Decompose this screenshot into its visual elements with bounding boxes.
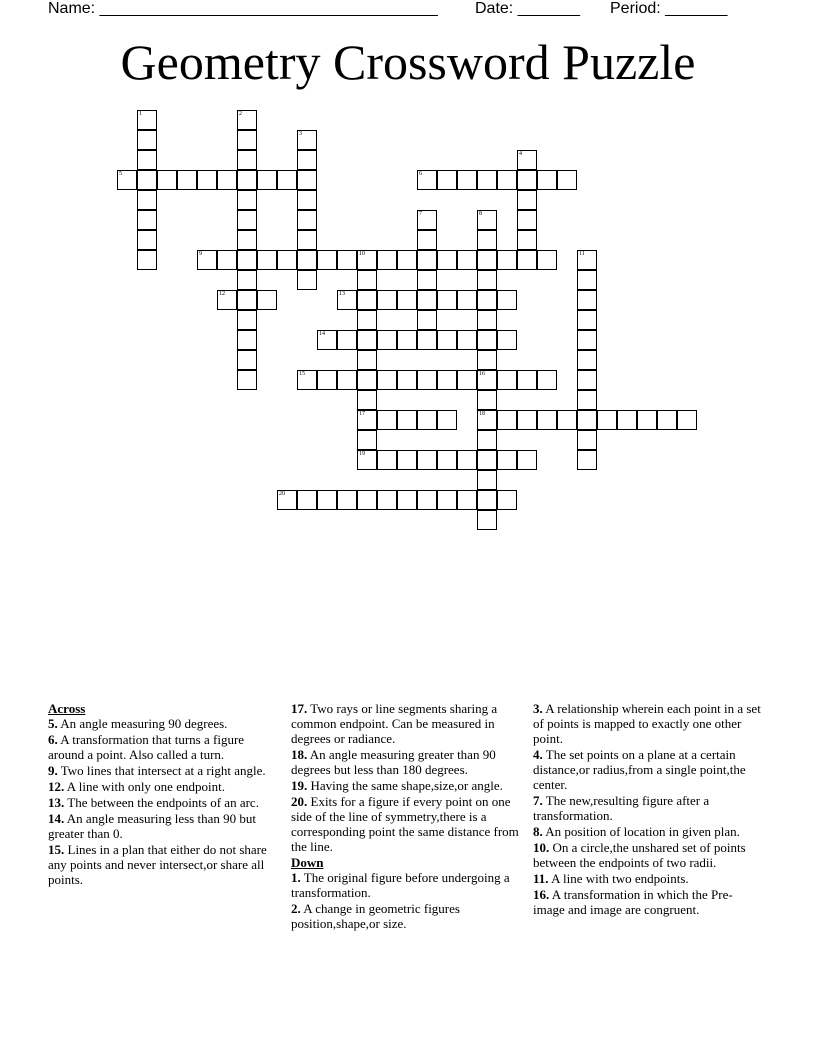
clue-item <box>291 778 523 793</box>
crossword-cell[interactable] <box>557 170 577 190</box>
clue-number: 20. <box>291 794 308 809</box>
crossword-cell[interactable] <box>137 230 157 250</box>
crossword-cell[interactable] <box>417 270 437 290</box>
crossword-cell[interactable] <box>357 350 377 370</box>
clue-item <box>533 871 763 886</box>
clue-text: Having the same shape,size,or angle. <box>310 778 503 793</box>
clue-number-label: 18 <box>479 411 485 417</box>
crossword-cell[interactable] <box>297 170 317 190</box>
clue-text: A line with only one endpoint. <box>66 779 225 794</box>
crossword-cell[interactable] <box>517 150 537 170</box>
crossword-cell[interactable] <box>537 170 557 190</box>
crossword-cell[interactable] <box>477 390 497 410</box>
crossword-cell[interactable] <box>517 190 537 210</box>
clue-item <box>48 795 283 810</box>
crossword-cell[interactable] <box>577 250 597 270</box>
crossword-cell[interactable] <box>277 250 297 270</box>
clue-number-label: 1 <box>139 111 142 117</box>
crossword-cell[interactable] <box>237 210 257 230</box>
crossword-cell[interactable] <box>497 290 517 310</box>
crossword-cell[interactable] <box>477 170 497 190</box>
clue-item <box>291 747 523 777</box>
crossword-cell[interactable] <box>477 450 497 470</box>
clue-text: Exits for a figure if every point on one side of the line of symmetry,there is a corresponding point the same distance from the line. <box>291 794 519 854</box>
crossword-cell[interactable] <box>217 290 237 310</box>
clue-item <box>48 811 283 841</box>
clue-text: Two lines that intersect at a right angle. <box>60 763 266 778</box>
clue-number-label: 8 <box>479 211 482 217</box>
crossword-cell[interactable] <box>137 210 157 230</box>
crossword-cell[interactable] <box>557 410 577 430</box>
crossword-cell[interactable] <box>137 170 157 190</box>
clue-item <box>48 842 283 887</box>
crossword-cell[interactable] <box>577 350 597 370</box>
clue-column-3 <box>533 701 763 918</box>
crossword-cell[interactable] <box>497 410 517 430</box>
crossword-cell[interactable] <box>277 170 297 190</box>
crossword-cell[interactable] <box>337 290 357 310</box>
crossword-cell[interactable] <box>397 290 417 310</box>
crossword-cell[interactable] <box>357 490 377 510</box>
crossword-cell[interactable] <box>577 370 597 390</box>
clue-text: An angle measuring 90 degrees. <box>60 716 228 731</box>
crossword-cell[interactable] <box>417 410 437 430</box>
clue-text: A transformation that turns a figure around a point. Also called a turn. <box>48 732 245 762</box>
clue-item <box>48 732 283 762</box>
clue-item <box>533 824 763 839</box>
crossword-cell[interactable] <box>577 330 597 350</box>
clue-number-label: 15 <box>299 371 305 377</box>
crossword-cell[interactable] <box>377 490 397 510</box>
clue-text: A transformation in which the Pre-image and image are congruent. <box>533 887 733 917</box>
crossword-cell[interactable] <box>437 490 457 510</box>
crossword-cell[interactable] <box>437 450 457 470</box>
clue-text: A relationship wherein each point in a set of points is mapped to exactly one other point. <box>533 701 761 746</box>
crossword-cell[interactable] <box>477 470 497 490</box>
clue-number: 8. <box>533 824 543 839</box>
crossword-cell[interactable] <box>497 490 517 510</box>
crossword-cell[interactable] <box>237 370 257 390</box>
crossword-cell[interactable] <box>297 150 317 170</box>
clue-number-label: 13 <box>339 291 345 297</box>
crossword-cell[interactable] <box>377 250 397 270</box>
crossword-cell[interactable] <box>457 490 477 510</box>
crossword-cell[interactable] <box>497 170 517 190</box>
crossword-cell[interactable] <box>437 290 457 310</box>
crossword-cell[interactable] <box>417 330 437 350</box>
crossword-cell[interactable] <box>357 250 377 270</box>
crossword-cell[interactable] <box>297 210 317 230</box>
clue-text: On a circle,the unshared set of points between the endpoints of two radii. <box>533 840 746 870</box>
crossword-cell[interactable] <box>417 490 437 510</box>
crossword-cell[interactable] <box>137 130 157 150</box>
crossword-cell[interactable] <box>237 190 257 210</box>
clue-number-label: 11 <box>579 251 585 257</box>
crossword-cell[interactable] <box>377 370 397 390</box>
crossword-cell[interactable] <box>357 330 377 350</box>
crossword-cell[interactable] <box>157 170 177 190</box>
clue-number: 12. <box>48 779 65 794</box>
crossword-cell[interactable] <box>517 370 537 390</box>
crossword-cell[interactable] <box>397 410 417 430</box>
clue-text: Two rays or line segments sharing a common endpoint. Can be measured in degrees or radiance. <box>291 701 498 746</box>
crossword-cell[interactable] <box>237 150 257 170</box>
clue-number-label: 10 <box>359 251 365 257</box>
crossword-cell[interactable] <box>237 350 257 370</box>
crossword-cell[interactable] <box>357 270 377 290</box>
down-heading: Down <box>291 855 324 870</box>
clue-number-label: 17 <box>359 411 365 417</box>
clue-item <box>291 901 523 931</box>
clue-number: 11. <box>533 871 549 886</box>
clue-number: 2. <box>291 901 301 916</box>
clue-number-label: 9 <box>199 251 202 257</box>
crossword-cell[interactable] <box>237 230 257 250</box>
clue-number: 14. <box>48 811 65 826</box>
crossword-cell[interactable] <box>377 290 397 310</box>
crossword-cell[interactable] <box>497 250 517 270</box>
clue-number-label: 3 <box>299 131 302 137</box>
crossword-cell[interactable] <box>217 170 237 190</box>
clue-number-label: 19 <box>359 451 365 457</box>
crossword-cell[interactable] <box>517 230 537 250</box>
clue-item <box>533 793 763 823</box>
clue-number: 3. <box>533 701 543 716</box>
crossword-cell[interactable] <box>277 490 297 510</box>
clue-number: 10. <box>533 840 550 855</box>
crossword-cell[interactable] <box>337 250 357 270</box>
clue-number: 4. <box>533 747 543 762</box>
crossword-cell[interactable] <box>477 330 497 350</box>
crossword-cell[interactable] <box>357 390 377 410</box>
crossword-cell[interactable] <box>537 410 557 430</box>
clue-number: 18. <box>291 747 308 762</box>
crossword-cell[interactable] <box>457 370 477 390</box>
crossword-cell[interactable] <box>497 370 517 390</box>
crossword-cell[interactable] <box>577 390 597 410</box>
crossword-cell[interactable] <box>237 170 257 190</box>
crossword-cell[interactable] <box>477 410 497 430</box>
crossword-cell[interactable] <box>437 170 457 190</box>
clue-number: 13. <box>48 795 65 810</box>
crossword-cell[interactable] <box>477 430 497 450</box>
crossword-cell[interactable] <box>237 130 257 150</box>
crossword-cell[interactable] <box>437 410 457 430</box>
crossword-cell[interactable] <box>257 250 277 270</box>
crossword-cell[interactable] <box>477 490 497 510</box>
crossword-cell[interactable] <box>377 450 397 470</box>
clue-text: An angle measuring less than 90 but greater than 0. <box>48 811 256 841</box>
clue-item <box>533 701 763 746</box>
crossword-cell[interactable] <box>417 210 437 230</box>
crossword-cell[interactable] <box>457 170 477 190</box>
crossword-cell[interactable] <box>417 230 437 250</box>
clue-text: An position of location in given plan. <box>545 824 740 839</box>
crossword-cell[interactable] <box>117 170 137 190</box>
clue-item <box>291 870 523 900</box>
crossword-cell[interactable] <box>357 370 377 390</box>
clue-item <box>533 840 763 870</box>
name-field-label[interactable]: Name: ______________________________________ <box>48 0 438 17</box>
clue-number: 5. <box>48 716 58 731</box>
crossword-cell[interactable] <box>417 250 437 270</box>
crossword-cell[interactable] <box>417 370 437 390</box>
crossword-cell[interactable] <box>297 230 317 250</box>
clue-number-label: 5 <box>119 171 122 177</box>
crossword-cell[interactable] <box>497 330 517 350</box>
clue-item <box>48 716 283 731</box>
crossword-cell[interactable] <box>297 250 317 270</box>
clue-number-label: 14 <box>319 331 325 337</box>
clue-text: The new,resulting figure after a transformation. <box>533 793 710 823</box>
clue-item <box>291 701 523 746</box>
crossword-cell[interactable] <box>477 510 497 530</box>
crossword-cell[interactable] <box>197 170 217 190</box>
clue-number-label: 2 <box>239 111 242 117</box>
crossword-cell[interactable] <box>237 110 257 130</box>
clue-text: The set points on a plane at a certain distance,or radius,from a single point,the center. <box>533 747 746 792</box>
crossword-cell[interactable] <box>137 250 157 270</box>
crossword-cell[interactable] <box>317 250 337 270</box>
crossword-cell[interactable] <box>397 490 417 510</box>
clue-number: 17. <box>291 701 308 716</box>
crossword-cell[interactable] <box>537 250 557 270</box>
clue-item <box>533 747 763 792</box>
crossword-cell[interactable] <box>517 210 537 230</box>
clue-number-label: 16 <box>479 371 485 377</box>
crossword-cell[interactable] <box>437 250 457 270</box>
crossword-cell[interactable] <box>397 250 417 270</box>
crossword-cell[interactable] <box>317 330 337 350</box>
crossword-cell[interactable] <box>177 170 197 190</box>
crossword-cell[interactable] <box>437 370 457 390</box>
crossword-cell[interactable] <box>517 170 537 190</box>
clue-number: 7. <box>533 793 543 808</box>
clue-number-label: 20 <box>279 491 285 497</box>
crossword-cell[interactable] <box>577 310 597 330</box>
clue-number: 1. <box>291 870 301 885</box>
clue-column-2 <box>291 701 523 932</box>
date-field-label[interactable]: Date: _______ <box>475 0 580 17</box>
crossword-cell[interactable] <box>477 350 497 370</box>
crossword-cell[interactable] <box>377 410 397 430</box>
clue-number: 16. <box>533 887 550 902</box>
crossword-cell[interactable] <box>397 450 417 470</box>
crossword-cell[interactable] <box>517 450 537 470</box>
crossword-cell[interactable] <box>477 290 497 310</box>
crossword-cell[interactable] <box>437 330 457 350</box>
crossword-cell[interactable] <box>477 250 497 270</box>
crossword-cell[interactable] <box>317 490 337 510</box>
crossword-cell[interactable] <box>237 270 257 290</box>
clue-text: Lines in a plan that either do not share any points and never intersect,or share all points. <box>48 842 267 887</box>
crossword-cell[interactable] <box>137 190 157 210</box>
crossword-cell[interactable] <box>337 490 357 510</box>
clue-text: An angle measuring greater than 90 degrees but less than 180 degrees. <box>291 747 496 777</box>
crossword-cell[interactable] <box>297 270 317 290</box>
crossword-cell[interactable] <box>237 330 257 350</box>
crossword-cell[interactable] <box>477 370 497 390</box>
crossword-cell[interactable] <box>357 430 377 450</box>
crossword-cell[interactable] <box>237 290 257 310</box>
crossword-cell[interactable] <box>477 310 497 330</box>
crossword-cell[interactable] <box>577 410 597 430</box>
crossword-cell[interactable] <box>317 370 337 390</box>
crossword-cell[interactable] <box>477 270 497 290</box>
crossword-cell[interactable] <box>577 290 597 310</box>
crossword-cell[interactable] <box>597 410 617 430</box>
crossword-cell[interactable] <box>477 230 497 250</box>
clue-text: The between the endpoints of an arc. <box>67 795 259 810</box>
crossword-cell[interactable] <box>657 410 677 430</box>
clue-item <box>533 887 763 917</box>
crossword-cell[interactable] <box>217 250 237 270</box>
crossword-cell[interactable] <box>357 310 377 330</box>
crossword-cell[interactable] <box>677 410 697 430</box>
crossword-cell[interactable] <box>297 130 317 150</box>
crossword-cell[interactable] <box>577 270 597 290</box>
clue-item <box>291 794 523 854</box>
crossword-cell[interactable] <box>517 410 537 430</box>
crossword-cell[interactable] <box>497 450 517 470</box>
crossword-cell[interactable] <box>257 170 277 190</box>
crossword-cell[interactable] <box>237 310 257 330</box>
clue-text: A change in geometric figures position,shape,or size. <box>291 901 460 931</box>
crossword-cell[interactable] <box>417 170 437 190</box>
crossword-cell[interactable] <box>397 370 417 390</box>
crossword-cell[interactable] <box>337 330 357 350</box>
crossword-cell[interactable] <box>337 370 357 390</box>
crossword-cell[interactable] <box>397 330 417 350</box>
crossword-cell[interactable] <box>637 410 657 430</box>
clue-number-label: 7 <box>419 211 422 217</box>
crossword-cell[interactable] <box>297 490 317 510</box>
crossword-cell[interactable] <box>137 150 157 170</box>
clue-text: A line with two endpoints. <box>551 871 689 886</box>
crossword-cell[interactable] <box>577 430 597 450</box>
across-heading: Across <box>48 701 86 716</box>
crossword-cell[interactable] <box>137 110 157 130</box>
crossword-cell[interactable] <box>477 210 497 230</box>
crossword-cell[interactable] <box>417 290 437 310</box>
clue-number-label: 4 <box>519 151 522 157</box>
clue-number: 15. <box>48 842 65 857</box>
crossword-cell[interactable] <box>457 290 477 310</box>
crossword-cell[interactable] <box>357 450 377 470</box>
crossword-cell[interactable] <box>297 370 317 390</box>
crossword-cell[interactable] <box>297 190 317 210</box>
crossword-cell[interactable] <box>357 410 377 430</box>
clue-text: The original figure before undergoing a transformation. <box>291 870 510 900</box>
clue-number: 19. <box>291 778 308 793</box>
clue-number: 9. <box>48 763 58 778</box>
period-field-label[interactable]: Period: _______ <box>610 0 728 17</box>
crossword-cell[interactable] <box>197 250 217 270</box>
clue-number: 6. <box>48 732 58 747</box>
crossword-cell[interactable] <box>257 290 277 310</box>
clue-item <box>48 779 283 794</box>
crossword-cell[interactable] <box>237 250 257 270</box>
crossword-cell[interactable] <box>377 330 397 350</box>
crossword-cell[interactable] <box>457 450 477 470</box>
clue-item <box>48 763 283 778</box>
crossword-cell[interactable] <box>577 450 597 470</box>
crossword-cell[interactable] <box>357 290 377 310</box>
crossword-cell[interactable] <box>517 250 537 270</box>
crossword-cell[interactable] <box>457 250 477 270</box>
crossword-cell[interactable] <box>417 310 437 330</box>
crossword-cell[interactable] <box>617 410 637 430</box>
clue-number-label: 12 <box>219 291 225 297</box>
page-title: Geometry Crossword Puzzle <box>120 34 696 90</box>
crossword-cell[interactable] <box>537 370 557 390</box>
clue-column-1 <box>48 701 283 888</box>
clue-number-label: 6 <box>419 171 422 177</box>
crossword-cell[interactable] <box>457 330 477 350</box>
crossword-cell[interactable] <box>417 450 437 470</box>
